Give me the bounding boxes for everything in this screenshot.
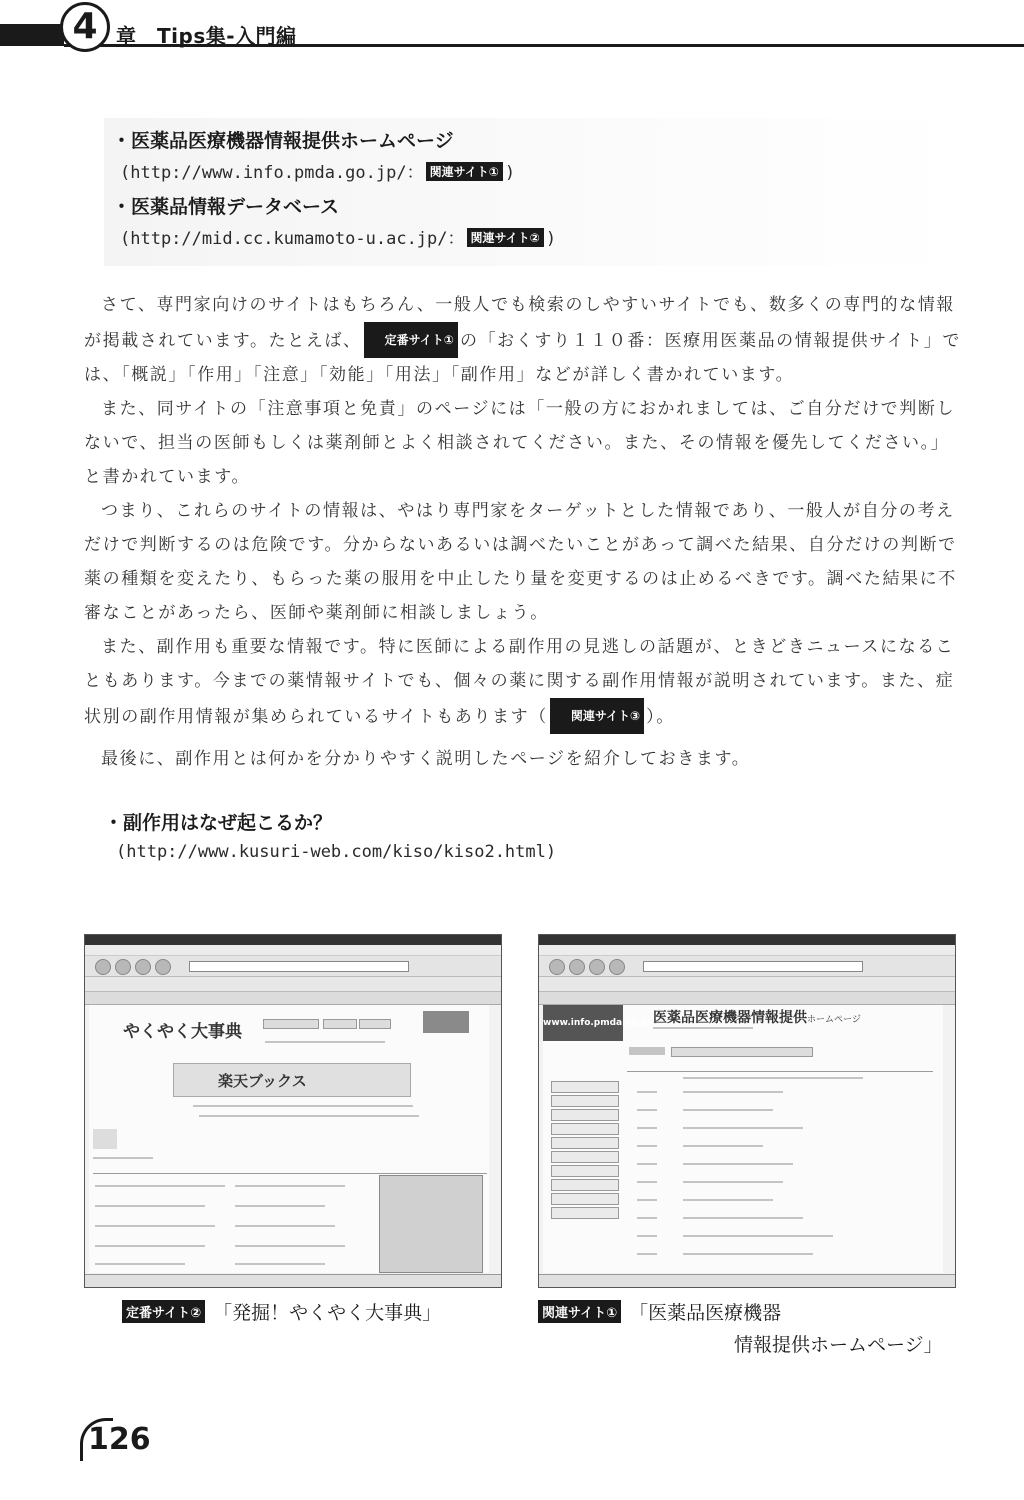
browser-titlebar <box>85 935 501 945</box>
caption-left: 定番サイト② 「発掘！やくやく大事典」 <box>122 1298 441 1325</box>
nav-button <box>551 1081 619 1093</box>
browser-linkbar <box>85 977 501 992</box>
standard-site-badge: 定番サイト② <box>122 1300 205 1323</box>
paragraph-4: また、副作用も重要な情報です。特に医師による副作用の見逃しの話題が、ときどきニュースになることもあります。今までの薬情報サイトでも、個々の薬に関する副作用情報が説明されています。また、症状別の副作用情報が集められているサイトもあります（ 関連サイト③ ）。 <box>84 630 964 734</box>
browser-toolbar <box>539 956 955 977</box>
back-icon <box>95 959 111 975</box>
chapter-number: 4 <box>72 6 98 47</box>
browser-menubar <box>539 945 955 956</box>
browser-statusbar <box>539 1274 955 1287</box>
yakuyaku-logo: やくやく大事典 <box>123 1022 242 1042</box>
screenshot-pmda <box>538 934 956 1288</box>
chapter-number-badge <box>60 2 110 52</box>
nav-button <box>551 1179 619 1191</box>
chapter-title: 章 Tips集-入門編 <box>116 24 297 48</box>
paragraph-5: 最後に、副作用とは何かを分かりやすく説明したページを紹介しておきます。 <box>101 749 751 769</box>
link-title-druginfo-db: ・医薬品情報データベース <box>112 196 340 218</box>
address-bar <box>643 961 863 972</box>
stop-icon <box>155 959 171 975</box>
nav-button <box>551 1095 619 1107</box>
page-number-block <box>78 1410 158 1470</box>
link-url-druginfo-db[interactable]: (http://mid.cc.kumamoto-u.ac.jp/： 関連サイト② ) <box>120 229 557 249</box>
nav-button <box>551 1123 619 1135</box>
pmda-logo: www.info.pmda.go.jp <box>543 1005 623 1041</box>
pmda-site-title: 医薬品医療機器情報提供ホームページ <box>653 1010 861 1026</box>
nav-button <box>551 1151 619 1163</box>
related-site-badge: 関連サイト① <box>426 162 503 181</box>
reload-icon <box>589 959 605 975</box>
paragraph-1: さて、専門家向けのサイトはもちろん、一般人でも検索のしやすいサイトでも、数多くの専門的な情報が掲載されています。たとえば、 定番サイト① の「おくすり１１０番：医療用医薬品の情報提供サイト」では、「概説」「作用」「注意」「効能」「用法」「副作用」などが詳しく書かれています。 <box>84 295 961 385</box>
link-title-pmda: ・医薬品医療機器情報提供ホームページ <box>112 130 454 152</box>
header-black-block <box>0 24 64 46</box>
stop-icon <box>609 959 625 975</box>
reload-icon <box>135 959 151 975</box>
link-title-side-effects: ・副作用はなぜ起こるか？ <box>104 812 333 834</box>
browser-linkbar <box>539 977 955 992</box>
body-text <box>84 288 964 734</box>
link-url-side-effects[interactable]: (http://www.kusuri-web.com/kiso/kiso2.html) <box>116 842 557 862</box>
link-url-pmda[interactable]: (http://www.info.pmda.go.jp/： 関連サイト① ) <box>120 163 516 183</box>
forward-icon <box>569 959 585 975</box>
forward-icon <box>115 959 131 975</box>
paragraph-2: また、同サイトの「注意事項と免責」のページには「一般の方におかれましては、ご自分だけで判断しないで、担当の医師もしくは薬剤師とよく相談されてください。また、その情報を優先してください。」と書かれています。 <box>84 399 956 487</box>
page-number: 126 <box>88 1422 151 1457</box>
back-icon <box>549 959 565 975</box>
browser-toolbar <box>85 956 501 977</box>
closing-paragraph <box>84 742 964 776</box>
paragraph-3: つまり、これらのサイトの情報は、やはり専門家をターゲットとした情報であり、一般人が自分の考えだけで判断するのは危険です。分からないあるいは調べたいことがあって調べた結果、自分だけの判断で薬の種類を変えたり、もらった薬の服用を中止したり量を変更するのは止めるべきです。調べた結果に不審なことがあったら、医師や薬剤師に相談しましょう。 <box>84 501 957 623</box>
rakuten-banner: 楽天ブックス <box>173 1063 411 1097</box>
browser-tabbar <box>539 992 955 1005</box>
page-content <box>89 1005 489 1273</box>
topics-box <box>379 1175 483 1273</box>
address-bar <box>189 961 409 972</box>
nav-button <box>551 1165 619 1177</box>
standard-site-badge: 定番サイト① <box>364 322 458 358</box>
related-site-badge: 関連サイト③ <box>550 698 644 734</box>
caption-right-line1: 関連サイト① 「医薬品医療機器 <box>538 1298 781 1325</box>
nav-button <box>551 1193 619 1205</box>
browser-titlebar <box>539 935 955 945</box>
screenshot-yakuyaku <box>84 934 502 1288</box>
related-site-badge: 関連サイト① <box>538 1300 621 1323</box>
nav-button <box>551 1207 619 1219</box>
nav-button <box>551 1109 619 1121</box>
browser-menubar <box>85 945 501 956</box>
caption-right-line2: 情報提供ホームページ」 <box>734 1334 943 1356</box>
browser-tabbar <box>85 992 501 1005</box>
nav-button <box>551 1137 619 1149</box>
page-content <box>543 1005 943 1273</box>
related-site-badge: 関連サイト② <box>467 228 544 247</box>
browser-statusbar <box>85 1274 501 1287</box>
